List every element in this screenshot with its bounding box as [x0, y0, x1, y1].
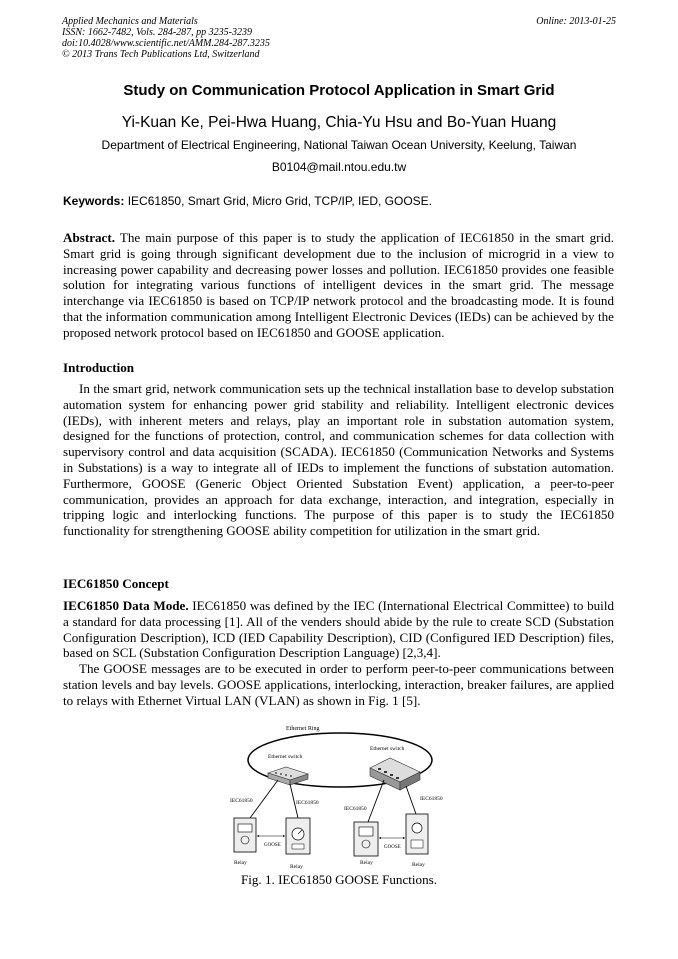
iec-label-3: IEC61850 — [344, 806, 367, 812]
concept-subheading: IEC61850 Data Mode. — [63, 598, 189, 613]
ethernet-switch-left-icon — [268, 767, 308, 785]
iec-label-4: IEC61850 — [420, 796, 443, 802]
introduction-heading: Introduction — [63, 360, 135, 375]
paper-title: Study on Communication Protocol Application in Smart Grid — [123, 82, 555, 99]
affiliation: Department of Electrical Engineering, National Taiwan Ocean University, Keelung, Taiwan — [101, 138, 577, 152]
concept-para1-text: IEC61850 was defined by the IEC (International Electrical Committee) to build a standard for data processing [1]. All of the venders should abide by the rule to create SCD (Substation Configuration Description), ICD (IED Capability Description), CID (Configured IED Description) files, based on SCL (Substation Configuration Description Language) [2,3,4]. — [63, 598, 615, 661]
switch-left-label: Ethernet switch — [268, 754, 303, 760]
relay-label-3: Relay — [360, 860, 373, 866]
iec-label-1: IEC61850 — [230, 798, 253, 804]
abstract-text: The main purpose of this paper is to study the application of IEC61850 in the smart grid. Smart grid is going through significant development due to the inclusion of microgrid in a view to increasing power capability and decreasing power losses and pollution. IEC61850 provides one feasible solution for integrating various functions of intelligent devices in the smart grid. The message interchange via IEC61850 is based on TCP/IP network protocol and the broadcasting mode. It is found that the information communication among Intelligent Electronic Devices (IEDs) can be achieved by the proposed network protocol based on IEC61850 and GOOSE application. — [63, 230, 614, 340]
concept-heading: IEC61850 Concept — [63, 576, 169, 591]
abstract — [63, 230, 614, 341]
copyright-line: © 2013 Trans Tech Publications Ltd, Switzerland — [62, 49, 260, 60]
goose-label-1: GOOSE — [264, 843, 281, 848]
keywords-label: Keywords: — [63, 194, 125, 208]
introduction-text: In the smart grid, network communication sets up the technical installation base to develop substation automation system for enhancing power grid stability and reliability. Intelligent electronic devices (IEDs), with inherent meters and relays, play an important role in substation automation system, designed for the functions of protection, control, and communication schemes for data collection with supervisory control and data acquisition (SCADA). IEC61850 (Communication Networks and Systems in Substations) is a way to integrate all of IEDs to implement the functions of substation automation. Furthermore, GOOSE (Generic Object Oriented Substation Event) application, a peer-to-peer communication, provides an approach for data exchange, interaction, and integration, especially in tripping logic and interlocking functions. The purpose of this paper is to study the IEC61850 functionality for strengthening GOOSE ability competition for utilization in the smart grid. — [63, 381, 614, 539]
journal-header — [62, 16, 270, 60]
relay-icon — [286, 818, 310, 854]
iec-label-2: IEC61850 — [296, 800, 319, 806]
relay-icon — [234, 818, 256, 852]
concept-paragraph-2: The GOOSE messages are to be executed in order to perform peer-to-peer communications between station levels and bay levels. GOOSE applications, interlocking, interaction, breaker failures, are applied to relays with Ethernet Virtual LAN (VLAN) as shown in Fig. 1 [5]. — [63, 661, 614, 708]
online-date: Online: 2013-01-25 — [536, 16, 616, 27]
doi-line: doi:10.4028/www.scientific.net/AMM.284-287.3235 — [62, 38, 270, 49]
keywords — [63, 194, 432, 208]
relay-icon — [354, 822, 378, 856]
figure-caption: Fig. 1. IEC61850 GOOSE Functions. — [240, 872, 438, 887]
goose-label-2: GOOSE — [384, 845, 401, 850]
journal-name: Applied Mechanics and Materials — [62, 16, 198, 27]
email: B0104@mail.ntou.edu.tw — [271, 160, 407, 174]
abstract-label: Abstract. — [63, 230, 115, 245]
concept-paragraph-1 — [63, 598, 614, 661]
switch-right-label: Ethernet switch — [370, 746, 405, 752]
issn-line: ISSN: 1662-7482, Vols. 284-287, pp 3235-3239 — [62, 27, 252, 38]
ring-label: Ethernet Ring — [286, 726, 320, 732]
goose-network-figure — [220, 718, 460, 872]
authors: Yi-Kuan Ke, Pei-Hwa Huang, Chia-Yu Hsu and Bo-Yuan Huang — [121, 114, 557, 131]
relay-icon — [406, 814, 428, 854]
relay-label-1: Relay — [234, 860, 247, 866]
keywords-text: IEC61850, Smart Grid, Micro Grid, TCP/IP, IED, GOOSE. — [124, 194, 433, 208]
relay-label-2: Relay — [290, 864, 303, 870]
relay-label-4: Relay — [412, 862, 425, 868]
